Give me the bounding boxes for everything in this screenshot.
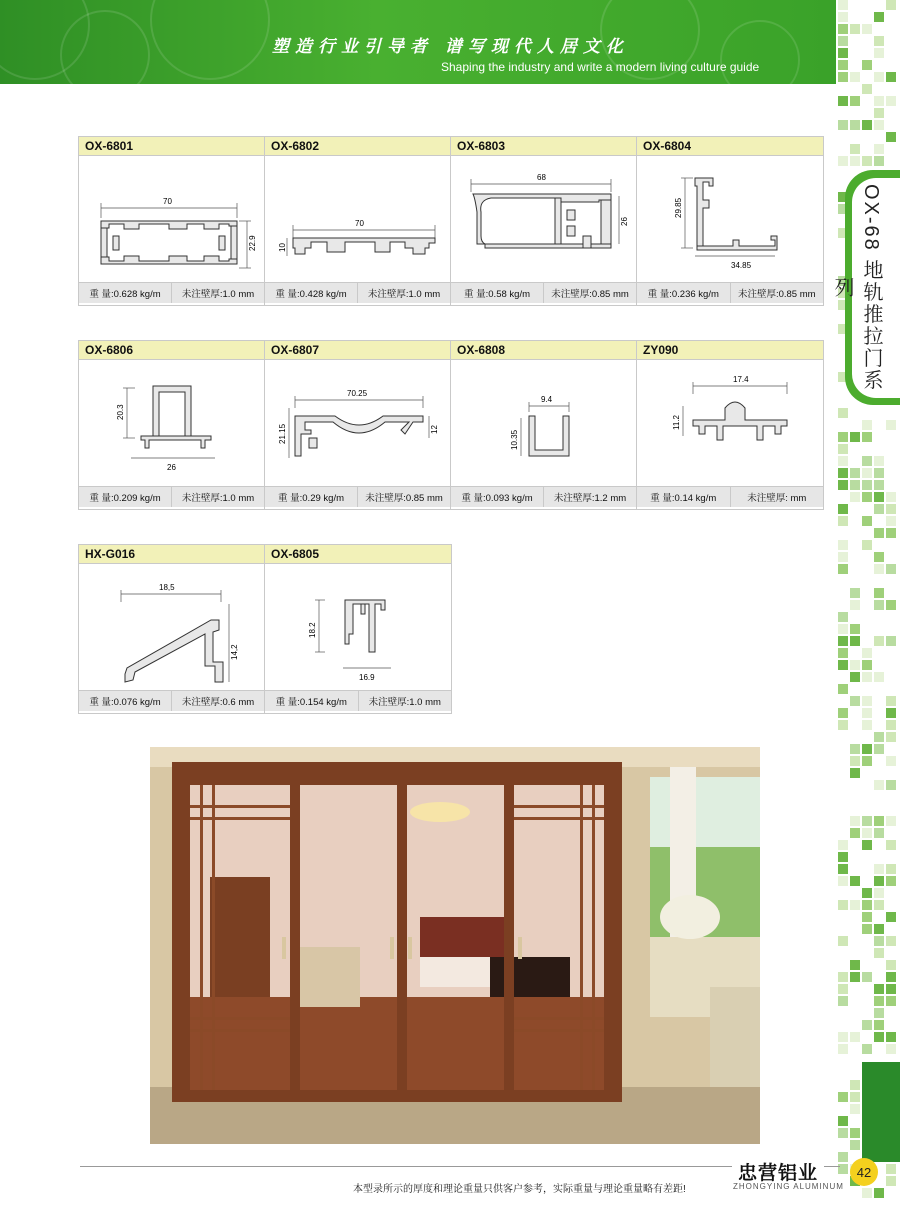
mosaic-tile [838, 876, 848, 886]
mosaic-tile [850, 876, 860, 886]
mosaic-tile [886, 756, 896, 766]
dim-label: 20.3 [116, 404, 125, 420]
weight-label: 重 量:0.209 kg/m [79, 487, 172, 507]
mosaic-tile [862, 816, 872, 826]
mosaic-tile [874, 528, 884, 538]
product-code: ZY090 [637, 341, 823, 360]
dim-label: 10.35 [510, 429, 519, 450]
mosaic-tile [862, 972, 872, 982]
mosaic-tile [862, 540, 872, 550]
product-row-1 [78, 136, 824, 306]
mosaic-tile [874, 936, 884, 946]
mosaic-tile [850, 900, 860, 910]
weight-label: 重 量:0.428 kg/m [265, 283, 358, 303]
mosaic-tile [838, 1128, 848, 1138]
mosaic-tile [838, 840, 848, 850]
product-specs [451, 486, 636, 507]
dim-label: 29.85 [674, 197, 683, 218]
dim-label: 18,5 [159, 583, 175, 592]
dim-label: 70 [355, 219, 364, 228]
mosaic-tile [862, 84, 872, 94]
mosaic-tile [886, 600, 896, 610]
product-specs [79, 690, 264, 711]
mosaic-tile [850, 588, 860, 598]
mosaic-tile [838, 516, 848, 526]
mosaic-tile [838, 0, 848, 10]
mosaic-tile [850, 660, 860, 670]
mosaic-tile [886, 840, 896, 850]
profile-drawing-ox6803 [451, 156, 636, 282]
mosaic-tile [850, 636, 860, 646]
mosaic-tile [850, 1092, 860, 1102]
mosaic-tile [862, 696, 872, 706]
mosaic-tile [886, 876, 896, 886]
mosaic-tile [838, 468, 848, 478]
mosaic-tile [862, 516, 872, 526]
mosaic-tile [886, 420, 896, 430]
mosaic-tile [838, 540, 848, 550]
mosaic-tile [862, 900, 872, 910]
product-code: OX-6808 [451, 341, 636, 360]
dim-label: 18.2 [308, 622, 317, 638]
mosaic-tile [838, 36, 848, 46]
mosaic-tile [850, 1104, 860, 1114]
mosaic-tile [838, 612, 848, 622]
product-card [79, 341, 265, 509]
weight-label: 重 量:0.093 kg/m [451, 487, 544, 507]
mosaic-tile [874, 456, 884, 466]
profile-drawing-ox6808 [451, 360, 636, 486]
dim-label: 70.25 [347, 389, 368, 398]
product-specs [79, 282, 264, 303]
profile-drawing-zy090 [637, 360, 823, 486]
mosaic-tile [862, 756, 872, 766]
product-code: OX-6803 [451, 137, 636, 156]
weight-label: 重 量:0.58 kg/m [451, 283, 544, 303]
mosaic-tile [874, 504, 884, 514]
mosaic-tile [874, 564, 884, 574]
mosaic-tile [862, 924, 872, 934]
footer-divider [80, 1166, 840, 1167]
mosaic-tile [838, 456, 848, 466]
mosaic-tile [874, 984, 884, 994]
mosaic-tile [874, 996, 884, 1006]
mosaic-tile [838, 972, 848, 982]
mosaic-tile [874, 888, 884, 898]
product-row-2 [78, 340, 824, 510]
mosaic-tile [874, 924, 884, 934]
product-card [451, 341, 637, 509]
mosaic-tile [838, 480, 848, 490]
brand-name: 忠营铝业 [732, 1158, 824, 1185]
mosaic-tile [874, 492, 884, 502]
mosaic-tile [838, 720, 848, 730]
profile-drawing-hxg016 [79, 564, 264, 690]
product-code: OX-6806 [79, 341, 264, 360]
mosaic-tile [838, 1092, 848, 1102]
mosaic-tile [838, 708, 848, 718]
mosaic-tile [862, 60, 872, 70]
mosaic-tile [838, 564, 848, 574]
weight-label: 重 量:0.236 kg/m [637, 283, 731, 303]
mosaic-tile [886, 1164, 896, 1174]
weight-label: 重 量:0.076 kg/m [79, 691, 172, 711]
mosaic-tile [886, 564, 896, 574]
mosaic-tile [838, 444, 848, 454]
profile-drawing-ox6807 [265, 360, 450, 486]
mosaic-tile [874, 1020, 884, 1030]
mosaic-tile [838, 636, 848, 646]
mosaic-tile [886, 696, 896, 706]
dim-label: 26 [620, 217, 629, 226]
profile-drawing-ox6804 [637, 156, 823, 282]
mosaic-tile [874, 72, 884, 82]
product-specs [451, 282, 636, 303]
dim-label: 26 [167, 463, 176, 472]
mosaic-tile [874, 588, 884, 598]
thickness-label: 未注壁厚:0.85 mm [551, 289, 629, 300]
mosaic-tile [874, 636, 884, 646]
dim-label: 11.2 [672, 415, 681, 430]
mosaic-tile [886, 708, 896, 718]
dim-label: 14,2 [230, 644, 239, 660]
mosaic-tile [838, 852, 848, 862]
product-specs [637, 486, 823, 507]
mosaic-tile [838, 12, 848, 22]
mosaic-tile [850, 72, 860, 82]
mosaic-tile [862, 708, 872, 718]
mosaic-tile [850, 492, 860, 502]
mosaic-tile [838, 504, 848, 514]
mosaic-tile [838, 1044, 848, 1054]
product-card [265, 137, 451, 305]
mosaic-tile [850, 672, 860, 682]
mosaic-tile [838, 684, 848, 694]
product-card [637, 341, 823, 509]
dim-label: 12 [430, 425, 439, 434]
mosaic-tile [838, 624, 848, 634]
mosaic-tile [886, 1032, 896, 1042]
weight-label: 重 量:0.29 kg/m [265, 487, 358, 507]
mosaic-tile [838, 996, 848, 1006]
thickness-label: 未注壁厚:0.6 mm [181, 697, 255, 708]
mosaic-tile [838, 60, 848, 70]
mosaic-tile [862, 432, 872, 442]
slogan-english: Shaping the industry and write a modern living culture guide [441, 60, 760, 74]
mosaic-tile [862, 840, 872, 850]
product-code: OX-6805 [265, 545, 451, 564]
dim-label: 34.85 [731, 261, 752, 270]
mosaic-tile [850, 768, 860, 778]
mosaic-tile [886, 960, 896, 970]
mosaic-tile [874, 1188, 884, 1198]
mosaic-tile [874, 108, 884, 118]
series-title: OX-68 地轨推拉门系列 [831, 183, 882, 392]
mosaic-tile [838, 24, 848, 34]
mosaic-tile [874, 156, 884, 166]
thickness-label: 未注壁厚:1.0 mm [367, 289, 441, 300]
mosaic-tile [850, 828, 860, 838]
dim-label: 10 [278, 243, 287, 252]
mosaic-tile [838, 156, 848, 166]
weight-label: 重 量:0.628 kg/m [79, 283, 172, 303]
product-card [265, 341, 451, 509]
dim-label: 9.4 [541, 395, 553, 404]
product-code: HX-G016 [79, 545, 264, 564]
product-specs [265, 690, 451, 711]
mosaic-tile [862, 828, 872, 838]
mosaic-tile [874, 600, 884, 610]
mosaic-tile [862, 720, 872, 730]
product-code: OX-6801 [79, 137, 264, 156]
mosaic-tile [886, 0, 896, 10]
mosaic-tile [886, 1044, 896, 1054]
mosaic-tile [850, 960, 860, 970]
mosaic-tile [850, 1032, 860, 1042]
mosaic-tile [838, 120, 848, 130]
weight-label: 重 量:0.14 kg/m [637, 487, 731, 507]
mosaic-tile [886, 132, 896, 142]
thickness-label: 未注壁厚:0.85 mm [737, 289, 816, 300]
mosaic-tile [886, 504, 896, 514]
mosaic-tile [838, 900, 848, 910]
mosaic-tile [862, 1044, 872, 1054]
dim-label: 22.9 [248, 235, 257, 251]
mosaic-tile [850, 1128, 860, 1138]
mosaic-tile [886, 516, 896, 526]
mosaic-tile [874, 900, 884, 910]
mosaic-tile [886, 780, 896, 790]
thickness-label: 未注壁厚:1.2 mm [553, 493, 627, 504]
mosaic-tile [850, 600, 860, 610]
mosaic-tile [838, 96, 848, 106]
brand-name-english: ZHONGYING ALUMINUM [733, 1182, 844, 1191]
mosaic-tile [838, 936, 848, 946]
mosaic-tile [850, 1080, 860, 1090]
mosaic-tile [850, 432, 860, 442]
product-row-3 [78, 544, 452, 714]
profile-drawing-ox6801 [79, 156, 264, 282]
mosaic-tile [874, 672, 884, 682]
product-card [265, 545, 451, 713]
mosaic-tile [886, 96, 896, 106]
mosaic-tile [886, 720, 896, 730]
mosaic-tile [850, 816, 860, 826]
product-specs [79, 486, 264, 507]
mosaic-tile [874, 864, 884, 874]
mosaic-tile [862, 156, 872, 166]
mosaic-tile [862, 660, 872, 670]
mosaic-tile [886, 996, 896, 1006]
mosaic-tile [874, 816, 884, 826]
thickness-label: 未注壁厚:0.85 mm [365, 493, 443, 504]
mosaic-tile [838, 1116, 848, 1126]
page-number: 42 [850, 1158, 878, 1186]
mosaic-tile [862, 672, 872, 682]
product-card [451, 137, 637, 305]
product-specs [637, 282, 823, 303]
mosaic-tile [862, 492, 872, 502]
mosaic-tile [850, 972, 860, 982]
disclaimer-text: 本型录所示的厚度和理论重量只供客户参考，实际重量与理论重量略有差距! [353, 1184, 686, 1195]
mosaic-tile [886, 492, 896, 502]
mosaic-tile [850, 480, 860, 490]
mosaic-tile [850, 696, 860, 706]
dim-label: 70 [163, 197, 172, 206]
thickness-label: 未注壁厚:1.0 mm [181, 289, 255, 300]
product-specs [265, 486, 450, 507]
mosaic-tile [886, 72, 896, 82]
product-card [637, 137, 823, 305]
product-code: OX-6804 [637, 137, 823, 156]
mosaic-tile [850, 1140, 860, 1150]
mosaic-tile [850, 468, 860, 478]
mosaic-tile [874, 96, 884, 106]
product-code: OX-6807 [265, 341, 450, 360]
mosaic-tile [850, 744, 860, 754]
product-code: OX-6802 [265, 137, 450, 156]
mosaic-tile [886, 816, 896, 826]
mosaic-tile [874, 744, 884, 754]
mosaic-tile [886, 972, 896, 982]
dim-label: 68 [537, 173, 546, 182]
mosaic-tile [874, 828, 884, 838]
weight-label: 重 量:0.154 kg/m [265, 691, 359, 711]
product-card [79, 545, 265, 713]
mosaic-tile [850, 624, 860, 634]
header-banner [0, 0, 836, 84]
mosaic-tile [886, 936, 896, 946]
dim-label: 16.9 [359, 673, 375, 682]
mosaic-tile [874, 780, 884, 790]
mosaic-tile [874, 876, 884, 886]
mosaic-tile [874, 36, 884, 46]
mosaic-tile [874, 144, 884, 154]
mosaic-tile [850, 756, 860, 766]
mosaic-tile [862, 468, 872, 478]
profile-drawing-ox6805 [265, 564, 451, 690]
mosaic-tile [850, 156, 860, 166]
product-card [79, 137, 265, 305]
mosaic-tile [862, 888, 872, 898]
mosaic-tile [874, 948, 884, 958]
thickness-label: 未注壁厚:1.0 mm [368, 697, 441, 708]
mosaic-tile [874, 468, 884, 478]
mosaic-tile [886, 1176, 896, 1186]
mosaic-tile [874, 1032, 884, 1042]
mosaic-tile [862, 24, 872, 34]
mosaic-tile [862, 1188, 872, 1198]
mosaic-tile [850, 24, 860, 34]
mosaic-tile [886, 528, 896, 538]
mosaic-tile [850, 96, 860, 106]
mosaic-tile [838, 48, 848, 58]
mosaic-tile [874, 48, 884, 58]
mosaic-tile [850, 120, 860, 130]
mosaic-tile [838, 648, 848, 658]
mosaic-tile [862, 456, 872, 466]
mosaic-tile [862, 420, 872, 430]
mosaic-tile [838, 1152, 848, 1162]
mosaic-tile [862, 120, 872, 130]
dim-label: 21.15 [278, 423, 287, 444]
mosaic-tile [862, 1020, 872, 1030]
mosaic-tile [862, 912, 872, 922]
mosaic-tile [862, 744, 872, 754]
mosaic-tile [874, 1008, 884, 1018]
mosaic-tile [862, 648, 872, 658]
slogan-chinese: 塑造行业引导者 谱写现代人居文化 [272, 37, 629, 57]
mosaic-tile [838, 408, 848, 418]
mosaic-tile [874, 12, 884, 22]
product-specs [265, 282, 450, 303]
mosaic-tile [838, 864, 848, 874]
mosaic-tile [862, 480, 872, 490]
mosaic-tile [886, 912, 896, 922]
decorative-block [862, 1062, 900, 1162]
mosaic-tile [886, 636, 896, 646]
thickness-label: 未注壁厚: mm [747, 493, 807, 504]
mosaic-tile [838, 552, 848, 562]
mosaic-tile [838, 72, 848, 82]
mosaic-tile [874, 120, 884, 130]
profile-drawing-ox6806 [79, 360, 264, 486]
mosaic-tile [886, 864, 896, 874]
mosaic-tile [838, 984, 848, 994]
mosaic-tile [886, 732, 896, 742]
mosaic-tile [886, 984, 896, 994]
mosaic-tile [838, 432, 848, 442]
mosaic-tile [874, 552, 884, 562]
mosaic-tile [838, 1032, 848, 1042]
thickness-label: 未注壁厚:1.0 mm [181, 493, 255, 504]
interior-photo [150, 747, 760, 1144]
mosaic-tile [874, 480, 884, 490]
mosaic-tile [874, 732, 884, 742]
mosaic-tile [838, 660, 848, 670]
mosaic-tile [850, 144, 860, 154]
dim-label: 17.4 [733, 375, 749, 384]
profile-drawing-ox6802 [265, 156, 450, 282]
